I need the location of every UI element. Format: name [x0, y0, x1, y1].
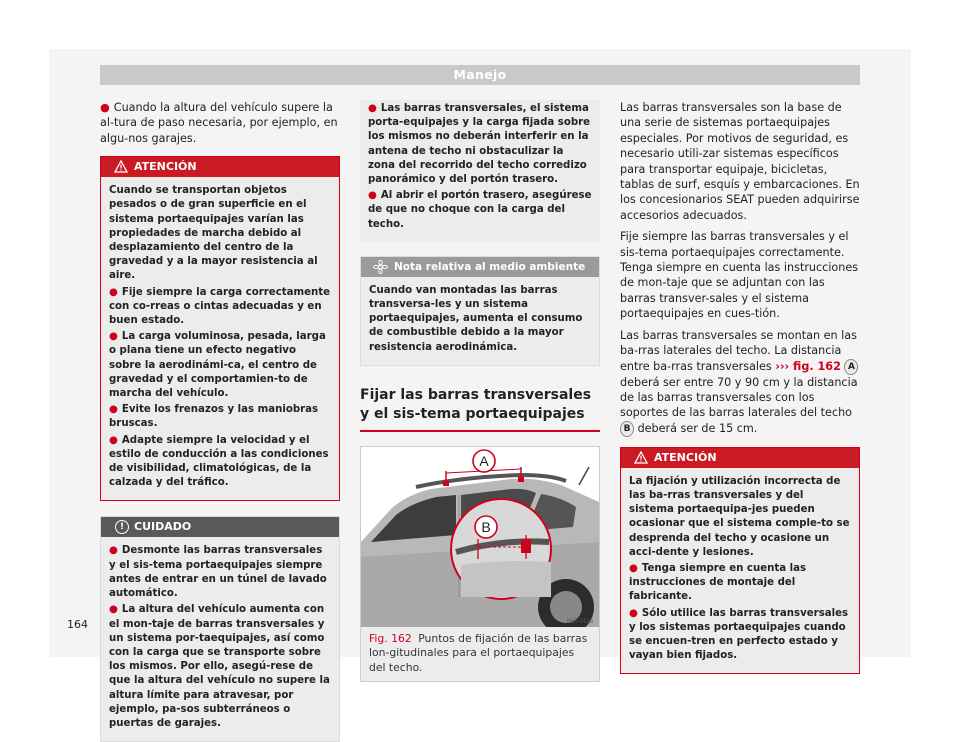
care-item: ● La altura del vehículo aumenta con el mon-taje de barras transversales y un sistema por-taequipajes, así como con la carga que se transporte sobre los mismos. Por ello, asegú-rese de que la altura del vehículo no supere la altura límite para atravesar, por ejemplo, pa-sos subterráneos o puertas de garajes. [109, 604, 330, 729]
car-roof-illustration [361, 447, 599, 627]
bullet-icon: ● [109, 404, 118, 416]
paragraph-3: Las barras transversales se montan en las ba-rras laterales del techo. La distancia entre ba-rras transversales ››› fig. 162 A deberá ser entre 70 y 90 cm y la distancia de las barras transversales con los soportes de las barras laterales del techo B deberá ser de 15 cm. [620, 328, 858, 435]
warning-box-2 [620, 447, 860, 675]
bullet-icon: ● [109, 545, 118, 557]
bullet-icon: ● [629, 562, 638, 574]
marker-a: A [844, 359, 858, 375]
warning-header [621, 448, 859, 468]
intro-paragraph: ● Cuando la altura del vehículo supere la al-tura de paso necesaria, por ejemplo, en algu-nos garajes. [100, 101, 338, 145]
care-title: CUIDADO [134, 520, 192, 534]
section-header: Manejo [100, 65, 860, 85]
warning-title: ATENCIÓN [654, 450, 717, 464]
flower-icon [373, 260, 388, 274]
warning-item: ● Evite los frenazos y las maniobras bruscas. [109, 404, 319, 430]
warning-body [621, 468, 859, 674]
warning-triangle-icon [114, 160, 128, 173]
bullet-icon: ● [368, 190, 377, 202]
warning-triangle-icon [634, 451, 648, 464]
warning-item: ● Adapte siempre la velocidad y el estilo de conducción a las condiciones de visibilidad, climatológicas, de la calzada y del tráfico. [109, 434, 329, 489]
section-title: Fijar las barras transversales y el sis-tema portaequipajes [360, 386, 600, 432]
column-3 [620, 100, 860, 674]
page-number: 164 [67, 618, 88, 631]
warning-title: ATENCIÓN [134, 160, 197, 174]
environment-note-text: Cuando van montadas las barras transversa-les y un sistema portaequipajes, aumenta el consumo de combustible debido a la mayor resistencia aerodinámica. [369, 284, 583, 353]
care-header [101, 517, 339, 537]
bullet-icon: ● [109, 331, 118, 343]
bullet-icon: ● [109, 286, 118, 298]
warning-item: ● La carga voluminosa, pesada, larga o plana tiene un efecto negativo sobre la aerodinámi-ca, el centro de gravedad y el comportamien-to de marcha del vehículo. [109, 331, 326, 400]
bullet-icon: ● [109, 604, 118, 616]
bullet-icon: ● [368, 103, 377, 114]
marker-b: B [620, 421, 634, 437]
bullet-icon: ● [629, 607, 638, 619]
figure-code: B5T-0123 [566, 618, 593, 625]
care-body [101, 537, 339, 741]
bullet-icon: ● [100, 101, 110, 114]
continued-warning-box [360, 100, 600, 242]
warning-lead: Cuando se transportan objetos pesados o de gran superficie en el sistema portaequipajes varían las propiedades de marcha debido al desplazamiento del centro de la gravedad y a la mayor resistencia al aire. [109, 185, 318, 282]
column-1 [100, 100, 340, 742]
warning-body [101, 177, 339, 500]
figure-label: Fig. 162 [369, 631, 412, 645]
column-2 [360, 100, 600, 682]
figure-image [361, 447, 599, 627]
callout-a: A [479, 452, 489, 469]
continued-warning-body [360, 100, 600, 242]
warning-item: ● Sólo utilice las barras transversales y los sistemas portaequipajes cuando se encuen-tren en perfecto estado y vayan bien fijados. [629, 607, 849, 662]
warning-box [100, 156, 340, 501]
figure-caption [361, 627, 599, 682]
environment-note-box [360, 256, 600, 366]
paragraph-2: Fije siempre las barras transversales y el sis-tema portaequipajes correctamente. Tenga siempre en cuenta las instrucciones de mon-taje que se adjuntan con las barras transver-sales y el sistema portaequipajes en cues-tión. [620, 230, 859, 321]
callout-b: B [481, 518, 491, 535]
care-item: ● Desmonte las barras transversales y el sis-tema portaequipajes siempre antes de entrar en un túnel de lavado automático. [109, 545, 327, 600]
figure-reference-link[interactable]: ››› fig. 162 [775, 359, 841, 373]
environment-note-header [361, 257, 599, 277]
info-circle-icon: ! [115, 520, 129, 534]
warning-item: ● Fije siempre la carga correctamente con co-rreas o cintas adecuadas y en buen estado. [109, 286, 331, 327]
warning-item: ● Al abrir el portón trasero, asegúrese de que no choque con la carga del techo. [368, 190, 592, 230]
warning-item: ● Las barras transversales, el sistema porta-equipajes y la carga fijada sobre los mismos no deberán interferir en la antena de techo ni obstaculizar la zona del recorrido del techo corredizo panorámico y del portón trasero. [368, 103, 591, 186]
environment-note-title: Nota relativa al medio ambiente [394, 260, 586, 273]
warning-item: ● Tenga siempre en cuenta las instrucciones de montaje del fabricante. [629, 562, 807, 603]
environment-note-body [361, 277, 599, 365]
paragraph-1: Las barras transversales son la base de una serie de sistemas portaequipajes especiales. Por motivos de seguridad, es necesario utili-zar sistemas específicos para transportar equipaje, bicicletas, tablas de surf, esquís y embarcaciones. En los concesionarios SEAT pueden adquirirse accesorios adecuados. [620, 101, 860, 222]
care-box [100, 516, 340, 742]
figure-caption-text: Puntos de fijación de las barras lon-gitudinales para el portaequipajes del techo. [369, 631, 588, 674]
warning-lead: La fijación y utilización incorrecta de las ba-rras transversales y del sistema portaequipa-jes pueden ocasionar que el sistema comple-to se desprenda del techo y ocasione un acci-dente y lesiones. [629, 475, 850, 558]
warning-header [101, 157, 339, 177]
figure-162 [360, 446, 600, 683]
bullet-icon: ● [109, 434, 118, 446]
